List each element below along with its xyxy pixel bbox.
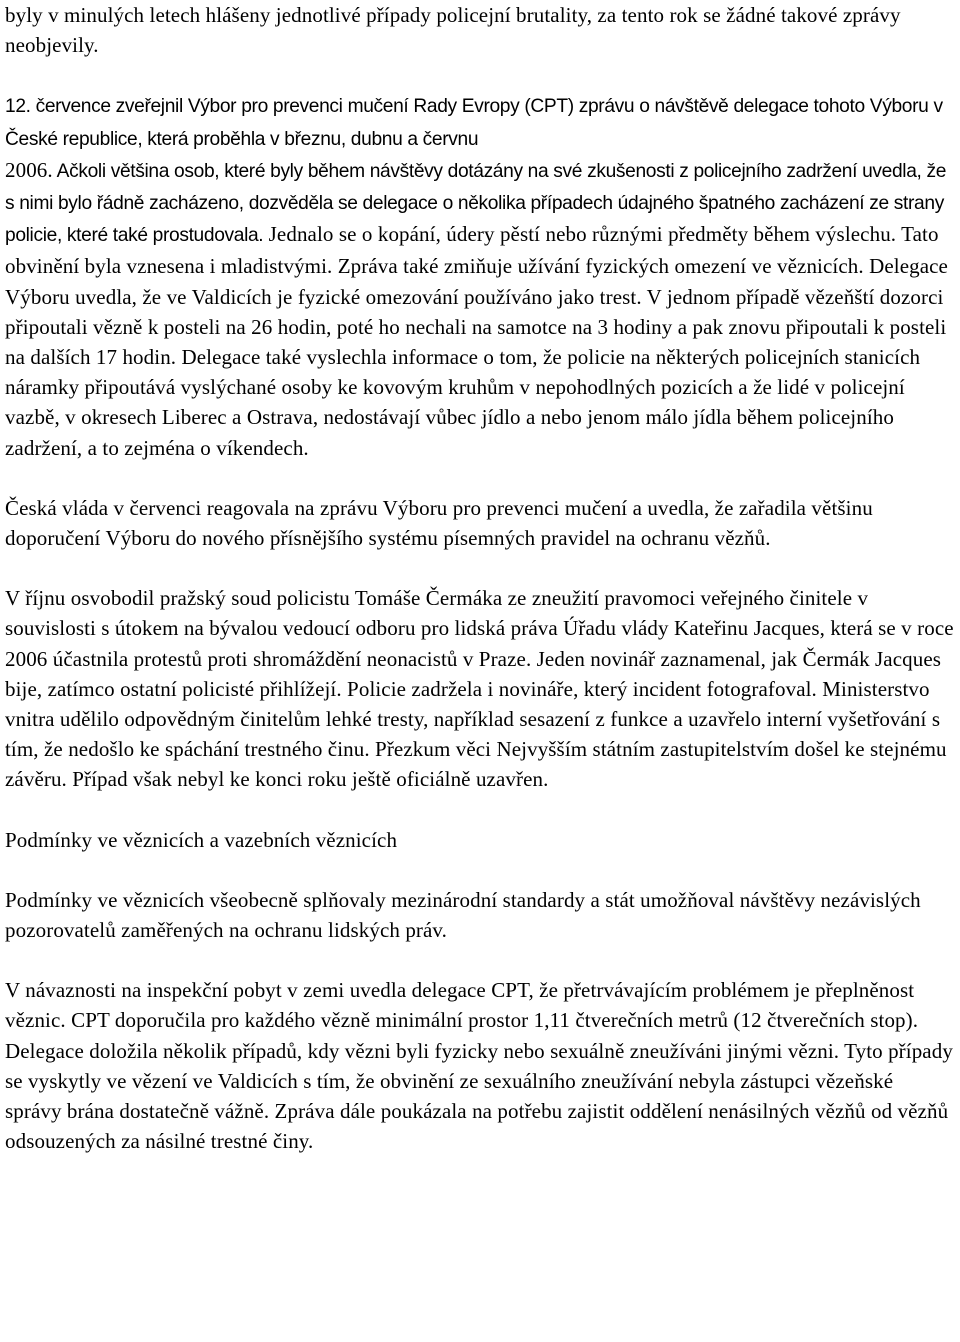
paragraph-spacer <box>5 855 955 885</box>
cpt-report-lead: 12. července zveřejnil Výbor pro prevenci mučení Rady Evropy (CPT) zprávu o návštěvě delegace tohoto Výboru v České republice, která proběhla v březnu, dubnu a červnu <box>5 96 943 150</box>
paragraph-cpt-report <box>5 90 955 462</box>
paragraph-overcrowding: V návaznosti na inspekční pobyt v zemi uvedla delegace CPT, že přetrvávajícím problémem je přeplněnost věznic. CPT doporučila pro každého vězně minimální prostor 1,11 čtverečních metrů (12 čtverečních stop). Delegace doložila několik případů, kdy vězni byli fyzicky nebo sexuálně zneužíváni jinými vězni. Tyto případy se vyskytly ve vězení ve Valdicích s tím, že obvinění ze sexuálního zneužívání nebyla zástupci vězeňské správy brána dostatečně vážně. Zpráva dále poukázala na potřebu zajistit oddělení nenásilných vězňů od vězňů odsouzených za násilné trestné činy. <box>5 978 953 1154</box>
paragraph-police-brutality-intro: byly v minulých letech hlášeny jednotlivé případy policejní brutality, za tento rok se žádné takové zprávy neobjevily. <box>5 3 901 58</box>
paragraph-spacer <box>5 553 955 583</box>
paragraph-spacer <box>5 60 955 90</box>
paragraph-government-response: Česká vláda v červenci reagovala na zprávu Výboru pro prevenci mučení a uvedla, že zařadila většinu doporučení Výboru do nového přísnějšího systému písemných pravidel na ochranu vězňů. <box>5 495 873 551</box>
section-heading-prison-conditions: Podmínky ve věznicích a vazebních věznicích <box>5 827 398 852</box>
cpt-report-year: 2006. <box>5 157 53 182</box>
paragraph-spacer <box>5 795 955 825</box>
cpt-report-findings: Ačkoli většina osob, které byly během návštěvy dotázány na své zkušenosti z policejního zadržení uvedla, že s nimi bylo řádně zacházeno, dozvěděla se delegace o několika případech údajného špatného zacházení ze strany policie, které také prostudovala. <box>5 160 947 247</box>
paragraph-spacer <box>5 945 955 975</box>
paragraph-prison-standards: Podmínky ve věznicích všeobecně splňovaly mezinárodní standardy a stát umožňoval návštěvy nezávislých pozorovatelů zaměřených na ochranu lidských práv. <box>5 887 921 943</box>
paragraph-spacer <box>5 463 955 493</box>
document-page <box>5 0 955 1157</box>
cpt-report-details: Jednalo se o kopání, údery pěstí nebo různými předměty během výslechu. Tato obvinění byla vznesena i mladistvými. Zpráva také zmiňuje užívání fyzických omezení ve věznicích. Delegace Výboru uvedla, že ve Valdicích je fyzické omezování používáno jako trest. V jednom případě vězeňští dozorci připoutali vězně k posteli na 26 hodin, poté ho nechali na samotce na 3 hodiny a pak znovu připoutali k posteli na dalších 17 hodin. Delegace také vyslechla informace o tom, že policie na některých policejních stanicích náramky připoutává vyslýchané osoby ke kovovým kruhům v nepohodlných pozicích a že lidé v policejní vazbě, v okresech Liberec a Ostrava, nedostávají vůbec jídlo a nebo jenom málo jídla během policejního zadržení, a to zejména o víkendech. <box>5 222 948 460</box>
paragraph-cermak-case: V říjnu osvobodil pražský soud policistu Tomáše Čermáka ze zneužití pravomoci veřejného činitele v souvislosti s útokem na bývalou vedoucí odboru pro lidská práva Úřadu vlády Kateřinu Jacques, která se v roce 2006 účastnila protestů proti shromáždění neonacistů v Praze. Jeden novinář zaznamenal, jak Čermák Jacques bije, zatímco ostatní policisté přihlížejí. Policie zadržela i novináře, který incident fotografoval. Ministerstvo vnitra udělilo odpovědným činitelům lehké tresty, například sesazení z funkce a uzavřelo interní vyšetřování s tím, že nedošlo ke spáchání trestného činu. Přezkum věci Nejvyšším státním zastupitelstvím došel ke stejnému závěru. Případ však nebyl ke konci roku ještě oficiálně uzavřen. <box>5 586 954 792</box>
